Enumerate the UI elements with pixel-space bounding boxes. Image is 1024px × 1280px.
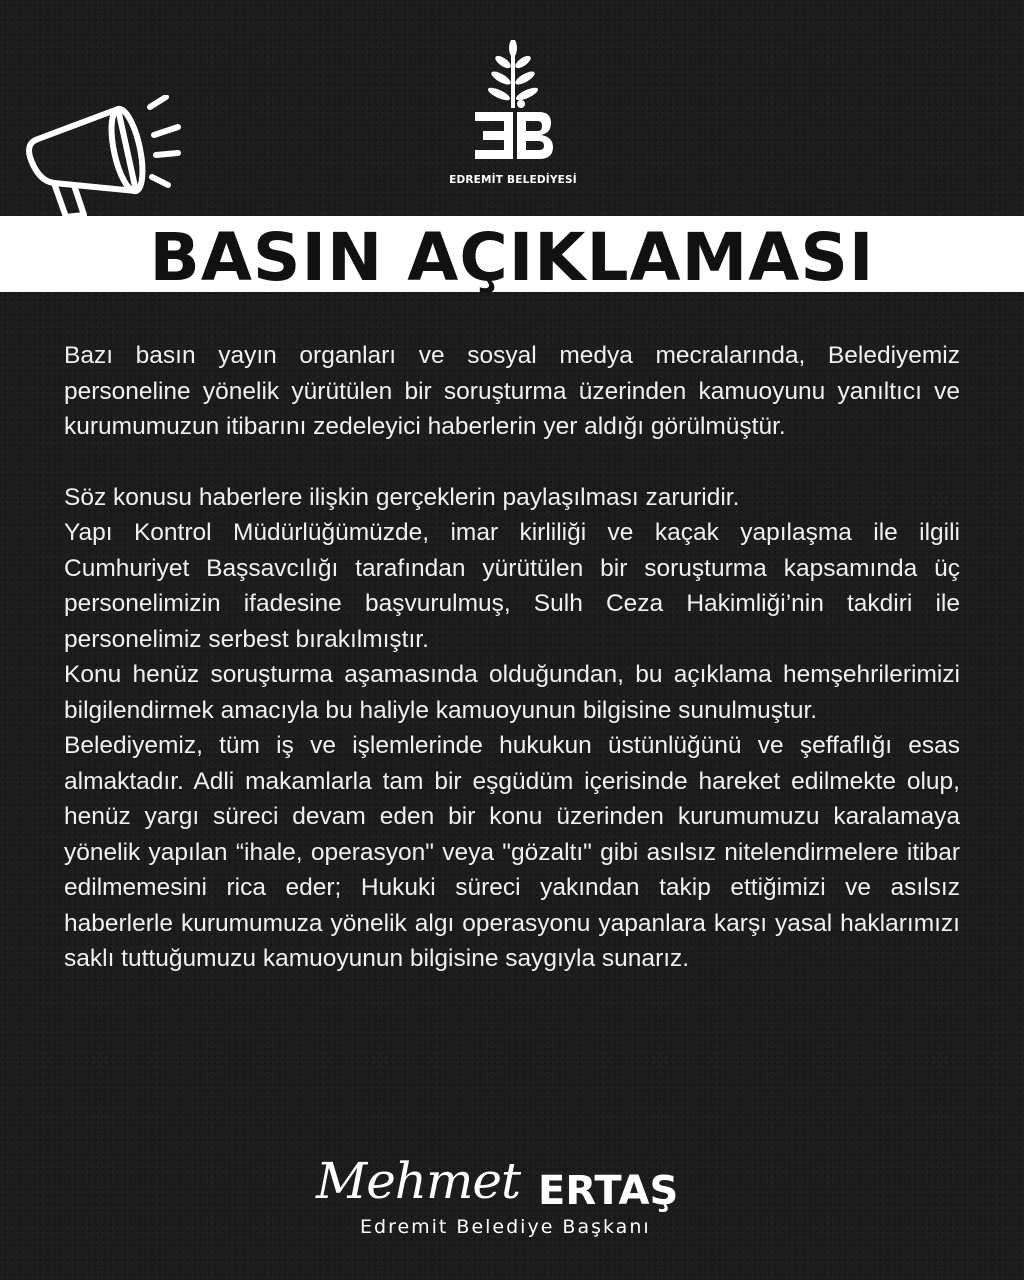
paragraph-2: Söz konusu haberlere ilişkin gerçeklerin paylaşılması zaruridir. bbox=[64, 483, 740, 511]
paragraph-1: Bazı basın yayın organları ve sosyal medya mecralarında, Belediyemiz personeline yönelik yürütülen bir soruşturma üzerinden kamuoyunu yanıltıcı ve kurumumuzun itibarını zedeleyici haberlerin yer aldığı görülmüştür. bbox=[64, 342, 960, 440]
paragraph-spacer bbox=[64, 445, 960, 480]
paragraph-4: Konu henüz soruşturma aşamasında olduğundan, bu açıklama hemşehrilerimizi bilgilendirmek amacıyla bu haliyle kamuoyunun bilgisine sunulmuştur. bbox=[64, 661, 960, 724]
signature-role: Edremit Belediye Başkanı bbox=[360, 1216, 651, 1238]
olive-branch-logo-mark bbox=[453, 40, 573, 172]
megaphone-icon bbox=[18, 95, 193, 225]
municipality-logo bbox=[438, 40, 588, 186]
logo-caption: EDREMİT BELEDİYESİ bbox=[449, 174, 577, 186]
paragraph-5: Belediyemiz, tüm iş ve işlemlerinde hukukun üstünlüğünü ve şeffaflığı esas almaktadır. Adli makamlarla tam bir eşgüdüm içerisinde hareket edilmekte olup, henüz yargı süreci devam eden bir konu üzerinden kurumumuzu karalamaya yönelik yapılan “ihale, operasyon" veya "gözaltı" gibi asılsız nitelendirmelere itibar edilmemesini rica eder; Hukuki süreci yakından takip ettiğimizi ve asılsız haberlerle kurumumuza yönelik algı operasyonu yapanlara karşı yasal haklarımızı saklı tuttuğumuzu kamuoyunun bilgisine saygıyla sunarız. bbox=[64, 732, 960, 972]
paragraph-3: Yapı Kontrol Müdürlüğümüzde, imar kirliliği ve kaçak yapılaşma ile ilgili Cumhuriyet Başsavcılığı tarafından yürütülen bir soruşturma kapsamında üç personelimizin ifadesine başvurulmuş, Sulh Ceza Hakimliği’nin takdiri ile personelimiz serbest bırakılmıştır. bbox=[64, 519, 960, 653]
page-title: BASIN AÇIKLAMASI bbox=[149, 219, 875, 296]
signature-surname: ERTAŞ bbox=[538, 1168, 679, 1214]
signature-first-name: Mehmet bbox=[316, 1152, 521, 1210]
press-release-body bbox=[64, 338, 960, 977]
signature-block bbox=[300, 1150, 730, 1250]
